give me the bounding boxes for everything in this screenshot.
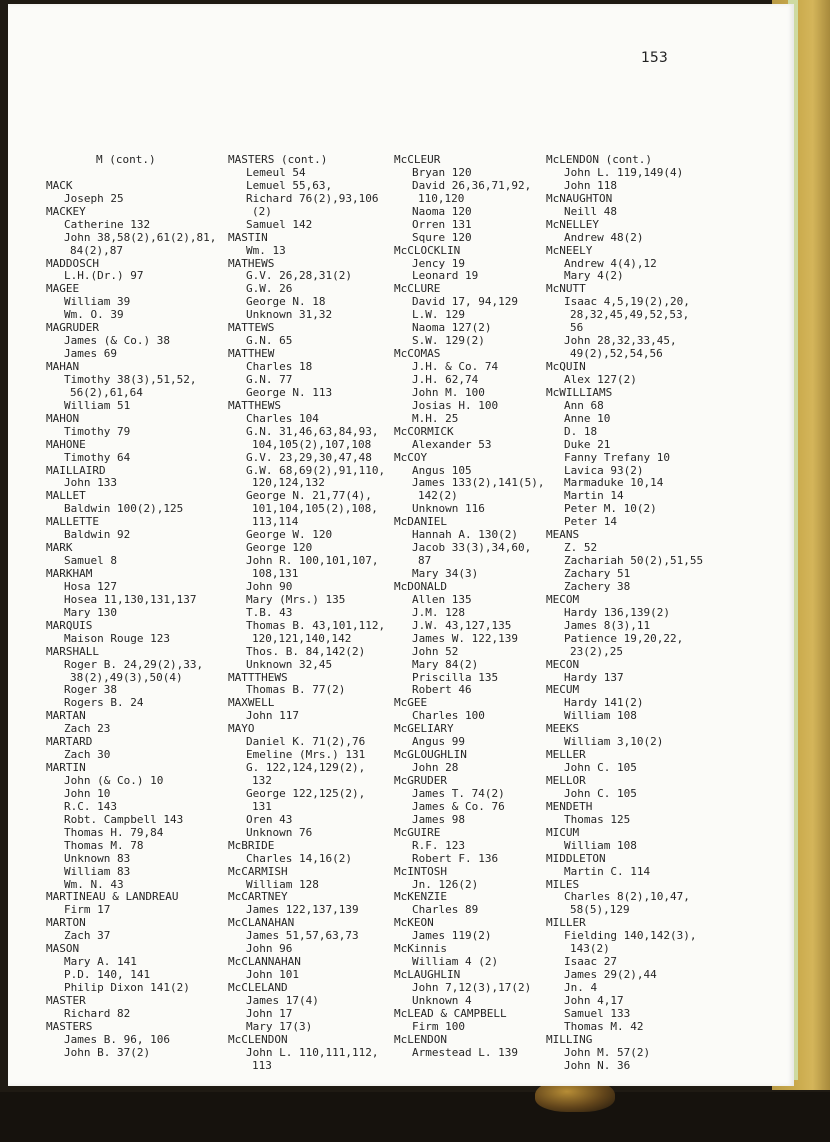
index-entry: Armestead L. 139 (412, 1045, 518, 1059)
index-entry: Wm. 13 (246, 243, 286, 257)
index-entry: George N. 18 (246, 295, 326, 309)
index-entry: Martin C. 114 (564, 864, 651, 878)
page-number: 153 (641, 50, 668, 66)
index-heading: McKENZIE (394, 890, 447, 904)
index-heading: MICUM (546, 825, 580, 839)
index-entry: James B. 96, 106 (64, 1032, 170, 1046)
index-entry: 142(2) (418, 489, 458, 503)
index-entry: Charles 100 (412, 709, 485, 723)
index-entry: Thomas M. 42 (564, 1019, 644, 1033)
index-entry: Baldwin 100(2),125 (64, 502, 184, 516)
index-entry: Thomas B. 77(2) (246, 683, 346, 697)
index-entry: William 108 (564, 838, 637, 852)
index-heading: McLAUGHLIN (394, 968, 461, 982)
index-entry: J.M. 128 (412, 605, 465, 619)
index-heading: McCLANNAHAN (228, 955, 301, 969)
index-entry: Hardy 137 (564, 670, 624, 684)
index-entry: Jency 19 (412, 256, 465, 270)
index-entry: William 83 (64, 864, 131, 878)
index-entry: G. 122,124,129(2), (246, 761, 366, 775)
index-entry: 104,105(2),107,108 (252, 437, 372, 451)
index-heading: McGUIRE (394, 825, 441, 839)
index-heading: MATTTHEWS (228, 670, 288, 684)
index-entry: James 69 (64, 347, 117, 361)
index-heading: McCOY (394, 450, 428, 464)
index-entry: Thomas 125 (564, 812, 631, 826)
index-entry: G.W. 68,69(2),91,110, (246, 463, 386, 477)
index-entry: 131 (252, 799, 272, 813)
index-heading: McCOMAS (394, 347, 441, 361)
index-entry: John 52 (412, 644, 459, 658)
index-entry: 49(2),52,54,56 (570, 347, 663, 361)
index-entry: Wm. O. 39 (64, 308, 124, 322)
index-entry: Unknown 31,32 (246, 308, 333, 322)
index-entry: Thomas B. 43,101,112, (246, 618, 386, 632)
index-entry: John C. 105 (564, 761, 637, 775)
index-entry: Unknown 76 (246, 825, 313, 839)
index-entry: Allen 135 (412, 592, 472, 606)
index-entry: 101,104,105(2),108, (252, 502, 378, 516)
index-entry: Timothy 79 (64, 424, 131, 438)
index-entry: Hosa 127 (64, 579, 117, 593)
index-entry: Oren 43 (246, 812, 293, 826)
index-entry: James & Co. 76 (412, 799, 505, 813)
index-entry: Leonard 19 (412, 269, 479, 283)
index-entry: Mary 34(3) (412, 567, 479, 580)
index-heading: MALLET (46, 489, 86, 503)
index-entry: 28,32,45,49,52,53, (570, 308, 690, 322)
index-entry: Daniel K. 71(2),76 (246, 735, 366, 749)
index-column-2 (228, 154, 398, 1073)
index-heading: MELLOR (546, 774, 586, 787)
index-entry: 120,124,132 (252, 476, 325, 490)
index-entry: 108,131 (252, 567, 299, 580)
index-entry: G.N. 65 (246, 334, 293, 348)
index-entry: Unknown 83 (64, 851, 131, 865)
index-entry: George N. 113 (246, 385, 333, 399)
index-entry: 23(2),25 (570, 644, 623, 658)
index-heading: MIDDLETON (546, 851, 606, 865)
index-entry: William 128 (246, 877, 319, 891)
index-heading: McCLELAND (228, 981, 288, 994)
index-entry: 113,114 (252, 515, 299, 529)
index-heading: McCLANAHAN (228, 916, 295, 930)
index-entry: Charles 8(2),10,47, (564, 890, 690, 904)
index-entry: James W. 122,139 (412, 631, 518, 645)
index-heading: MATTHEW (228, 347, 275, 361)
index-heading: McLEAD & CAMPBELL (394, 1006, 507, 1020)
index-entry: John (& Co.) 10 (64, 774, 164, 787)
index-entry: 38(2),49(3),50(4) (70, 670, 183, 684)
index-entry: Angus 99 (412, 735, 465, 749)
index-heading: MEANS (546, 528, 580, 542)
index-entry: J.H. & Co. 74 (412, 360, 499, 373)
index-entry: Mary (Mrs.) 135 (246, 592, 346, 606)
index-heading: MECON (546, 657, 580, 671)
index-entry: J.W. 43,127,135 (412, 618, 512, 632)
index-entry: Peter 14 (564, 515, 617, 529)
index-entry: John 17 (246, 1006, 293, 1020)
index-entry: Orren 131 (412, 217, 472, 231)
index-entry: Lemuel 55,63, (246, 178, 333, 192)
index-entry: L.W. 129 (412, 308, 465, 322)
index-entry: William 51 (64, 398, 131, 412)
index-entry: James 29(2),44 (564, 968, 657, 982)
index-entry: Peter M. 10(2) (564, 502, 657, 516)
index-entry: James 98 (412, 812, 465, 826)
index-heading: MARTAN (46, 709, 86, 723)
index-entry: Catherine 132 (64, 217, 151, 231)
index-column-1 (46, 154, 216, 1060)
index-entry: G.N. 77 (246, 372, 293, 386)
index-heading: McNELLEY (546, 217, 599, 231)
index-entry: Thomas H. 79,84 (64, 825, 164, 839)
index-entry: John 38,58(2),61(2),81, (64, 230, 217, 244)
index-entry: John L. 110,111,112, (246, 1045, 379, 1059)
index-entry: Anne 10 (564, 411, 611, 425)
index-entry: Mary 130 (64, 605, 117, 619)
index-heading: MAXWELL (228, 696, 275, 710)
index-entry: Alex 127(2) (564, 372, 637, 386)
index-entry: David 26,36,71,92, (412, 178, 532, 192)
index-entry: L.H.(Dr.) 97 (64, 269, 144, 283)
index-entry: John 4,17 (564, 993, 624, 1007)
index-entry: Hosea 11,130,131,137 (64, 592, 197, 606)
index-entry: J.H. 62,74 (412, 372, 479, 386)
index-heading: McGLOUGHLIN (394, 748, 467, 762)
index-entry: Joseph 25 (64, 191, 124, 205)
index-entry: James 133(2),141(5), (412, 476, 545, 490)
index-entry: M.H. 25 (412, 411, 459, 425)
index-entry: John L. 119,149(4) (564, 165, 684, 179)
index-entry: Timothy 38(3),51,52, (64, 372, 197, 386)
index-heading: MECUM (546, 683, 580, 697)
index-entry: John N. 36 (564, 1058, 631, 1072)
index-heading: McCLOCKLIN (394, 243, 461, 257)
index-heading: M (cont.) (96, 153, 156, 166)
index-entry: George 122,125(2), (246, 786, 366, 800)
index-entry: G.N. 31,46,63,84,93, (246, 424, 379, 438)
index-heading: McGELIARY (394, 722, 454, 736)
index-entry: John 96 (246, 942, 293, 956)
index-entry: Neill 48 (564, 204, 617, 218)
index-entry: Roger B. 24,29(2),33, (64, 657, 204, 671)
index-entry: Wm. N. 43 (64, 877, 124, 891)
index-heading: MAGRUDER (46, 321, 99, 335)
index-heading: MATHEWS (228, 256, 275, 270)
index-entry: Mary 17(3) (246, 1019, 313, 1033)
index-heading: MILLING (546, 1032, 593, 1046)
index-entry: Maison Rouge 123 (64, 631, 170, 645)
index-heading: McCARMISH (228, 864, 288, 878)
index-entry: Andrew 48(2) (564, 230, 644, 244)
index-entry: John M. 57(2) (564, 1045, 651, 1059)
index-heading: McLENDON (cont.) (546, 153, 652, 166)
index-entry: Zach 23 (64, 722, 111, 736)
index-heading: MAGEE (46, 282, 80, 296)
index-heading: McNAUGHTON (546, 191, 613, 205)
index-heading: MARSHALL (46, 644, 99, 658)
index-entry: Patience 19,20,22, (564, 631, 684, 645)
index-heading: McLENDON (394, 1032, 447, 1046)
index-entry: G.W. 26 (246, 282, 293, 296)
index-entry: Baldwin 92 (64, 528, 131, 542)
index-entry: John 90 (246, 579, 293, 593)
index-entry: Andrew 4(4),12 (564, 256, 657, 270)
index-entry: George N. 21,77(4), (246, 489, 372, 503)
index-entry: Richard 76(2),93,106 (246, 191, 379, 205)
index-entry: Bryan 120 (412, 165, 472, 179)
index-entry: G.V. 26,28,31(2) (246, 269, 352, 283)
index-entry: Samuel 133 (564, 1006, 631, 1020)
index-entry: George W. 120 (246, 528, 333, 542)
index-entry: Angus 105 (412, 463, 472, 477)
index-entry: Firm 100 (412, 1019, 465, 1033)
index-entry: Firm 17 (64, 903, 111, 917)
index-heading: McBRIDE (228, 838, 275, 852)
index-entry: Charles 14,16(2) (246, 851, 352, 865)
scan-bottom-strip (0, 1092, 830, 1142)
index-entry: John 118 (564, 178, 617, 192)
index-entry: James 17(4) (246, 993, 319, 1007)
index-entry: John 10 (64, 786, 111, 800)
index-entry: John 101 (246, 968, 299, 982)
index-entry: Mary 4(2) (564, 269, 624, 283)
index-entry: Jn. 126(2) (412, 877, 479, 891)
index-entry: T.B. 43 (246, 605, 293, 619)
index-entry: Mary A. 141 (64, 955, 137, 969)
index-entry: Hardy 141(2) (564, 696, 644, 710)
index-heading: McCLEUR (394, 153, 441, 166)
index-entry: Samuel 8 (64, 554, 117, 568)
index-heading: McCORMICK (394, 424, 454, 438)
index-heading: McQUIN (546, 360, 586, 373)
index-heading: McCLURE (394, 282, 441, 296)
index-entry: Josias H. 100 (412, 398, 499, 412)
index-heading: McGEE (394, 696, 428, 710)
index-entry: Isaac 4,5,19(2),20, (564, 295, 690, 309)
index-entry: Zach 30 (64, 748, 111, 762)
index-entry: John 117 (246, 709, 299, 723)
index-entry: 84(2),87 (70, 243, 123, 257)
index-entry: (2) (252, 204, 272, 218)
index-entry: Naoma 120 (412, 204, 472, 218)
index-entry: Hardy 136,139(2) (564, 605, 670, 619)
index-heading: MASON (46, 942, 80, 956)
index-entry: 120,121,140,142 (252, 631, 352, 645)
index-entry: Naoma 127(2) (412, 321, 492, 335)
index-entry: Emeline (Mrs.) 131 (246, 748, 366, 762)
index-heading: MAILLAIRD (46, 463, 106, 477)
index-entry: Lavica 93(2) (564, 463, 644, 477)
index-heading: MARTARD (46, 735, 93, 749)
index-heading: MATTEWS (228, 321, 275, 335)
index-heading: MECOM (546, 592, 580, 606)
index-heading: MILES (546, 877, 580, 891)
index-entry: Priscilla 135 (412, 670, 499, 684)
index-heading: MAHONE (46, 437, 86, 451)
index-entry: Isaac 27 (564, 955, 617, 969)
index-entry: Squre 120 (412, 230, 472, 244)
index-heading: McINTOSH (394, 864, 447, 878)
index-entry: James 122,137,139 (246, 903, 359, 917)
index-entry: Zach 37 (64, 929, 111, 943)
index-entry: William 3,10(2) (564, 735, 664, 749)
index-heading: McDANIEL (394, 515, 447, 529)
index-entry: John 7,12(3),17(2) (412, 981, 532, 994)
index-entry: Martin 14 (564, 489, 624, 503)
index-entry: James 119(2) (412, 929, 492, 943)
index-entry: Unknown 32,45 (246, 657, 333, 671)
index-entry: Rogers B. 24 (64, 696, 144, 710)
index-heading: MACK (46, 178, 73, 192)
index-entry: R.C. 143 (64, 799, 117, 813)
index-entry: Fielding 140,142(3), (564, 929, 697, 943)
index-heading: McDONALD (394, 579, 447, 593)
index-heading: MALLETTE (46, 515, 99, 529)
index-entry: Charles 104 (246, 411, 319, 425)
index-heading: MASTER (46, 993, 86, 1007)
index-entry: 110,120 (418, 191, 465, 205)
index-entry: Duke 21 (564, 437, 611, 451)
index-heading: MARTIN (46, 761, 86, 775)
index-entry: James 8(3),11 (564, 618, 651, 632)
index-entry: William 4 (2) (412, 955, 499, 969)
index-entry: John B. 37(2) (64, 1045, 151, 1059)
index-entry: David 17, 94,129 (412, 295, 518, 309)
index-entry: Robt. Campbell 143 (64, 812, 184, 826)
index-entry: 132 (252, 774, 272, 787)
index-entry: William 39 (64, 295, 131, 309)
index-entry: Charles 18 (246, 360, 313, 373)
index-entry: Z. 52 (564, 541, 598, 555)
index-entry: Robert 46 (412, 683, 472, 697)
index-heading (46, 167, 216, 180)
index-entry: Roger 38 (64, 683, 117, 697)
index-heading: MAHON (46, 411, 80, 425)
index-entry: Charles 89 (412, 903, 479, 917)
index-entry: Lemeul 54 (246, 165, 306, 179)
index-heading: MAHAN (46, 360, 80, 373)
index-heading: McWILLIAMS (546, 385, 613, 399)
index-entry: D. 18 (564, 424, 598, 438)
index-entry: Alexander 53 (412, 437, 492, 451)
index-entry: 56 (570, 321, 584, 335)
index-entry: Richard 82 (64, 1006, 131, 1020)
index-entry: John R. 100,101,107, (246, 554, 379, 568)
index-heading: MARTON (46, 916, 86, 930)
index-heading: McNEELY (546, 243, 593, 257)
index-heading: MASTERS (46, 1019, 93, 1033)
index-heading: MASTERS (cont.) (228, 153, 328, 166)
index-heading: McKinnis (394, 942, 447, 956)
index-entry: R.F. 123 (412, 838, 465, 852)
index-heading: McNUTT (546, 282, 586, 296)
index-heading: MENDETH (546, 799, 593, 813)
index-heading: MAYO (228, 722, 255, 736)
index-heading: McCLENDON (228, 1032, 288, 1046)
index-heading: McCARTNEY (228, 890, 288, 904)
index-entry: John C. 105 (564, 786, 637, 800)
index-heading: McKEON (394, 916, 434, 930)
index-entry: Zachery 38 (564, 579, 631, 593)
index-entry: Marmaduke 10,14 (564, 476, 664, 490)
index-entry: S.W. 129(2) (412, 334, 485, 348)
index-entry: John 28,32,33,45, (564, 334, 677, 348)
index-entry: George 120 (246, 541, 313, 555)
index-entry: Zachary 51 (564, 567, 631, 580)
index-entry: Philip Dixon 141(2) (64, 981, 190, 994)
index-heading: MARK (46, 541, 73, 555)
index-entry: William 108 (564, 709, 637, 723)
index-entry: Thos. B. 84,142(2) (246, 644, 366, 658)
index-entry: 56(2),61,64 (70, 385, 143, 399)
index-entry: P.D. 140, 141 (64, 968, 151, 982)
index-entry: Fanny Trefany 10 (564, 450, 670, 464)
index-entry: James 51,57,63,73 (246, 929, 359, 943)
index-heading: MELLER (546, 748, 586, 762)
index-entry: Zachariah 50(2),51,55 (564, 554, 704, 568)
index-entry: John 28 (412, 761, 459, 775)
index-heading: MEEKS (546, 722, 580, 736)
index-entry: Robert F. 136 (412, 851, 499, 865)
index-entry: Ann 68 (564, 398, 604, 412)
index-entry: Timothy 64 (64, 450, 131, 464)
index-column-3 (394, 154, 564, 1060)
index-heading: McGRUDER (394, 774, 447, 787)
index-entry: John 133 (64, 476, 117, 490)
index-entry: 58(5),129 (570, 903, 630, 917)
index-entry: Unknown 116 (412, 502, 485, 516)
index-heading: MACKEY (46, 204, 86, 218)
index-entry: G.V. 23,29,30,47,48 (246, 450, 372, 464)
index-entry: 143(2) (570, 942, 610, 956)
index-entry: James T. 74(2) (412, 786, 505, 800)
index-entry: John M. 100 (412, 385, 485, 399)
index-entry: 113 (252, 1058, 272, 1072)
index-entry: Unknown 4 (412, 993, 472, 1007)
index-entry: Thomas M. 78 (64, 838, 144, 852)
index-heading: MASTIN (228, 230, 268, 244)
index-entry: Jn. 4 (564, 981, 598, 994)
index-entry: Mary 84(2) (412, 657, 479, 671)
index-heading: MARTINEAU & LANDREAU (46, 890, 179, 904)
index-entry: Samuel 142 (246, 217, 313, 231)
index-entry: James (& Co.) 38 (64, 334, 170, 348)
index-heading: MILLER (546, 916, 586, 930)
index-entry: Jacob 33(3),34,60, (412, 541, 532, 555)
index-heading: MARKHAM (46, 567, 93, 580)
index-entry: 87 (418, 554, 432, 568)
index-heading: MATTHEWS (228, 398, 281, 412)
index-entry: Hannah A. 130(2) (412, 528, 518, 542)
index-column-4 (546, 154, 716, 1073)
index-heading: MARQUIS (46, 618, 93, 632)
index-heading: MADDOSCH (46, 256, 99, 270)
